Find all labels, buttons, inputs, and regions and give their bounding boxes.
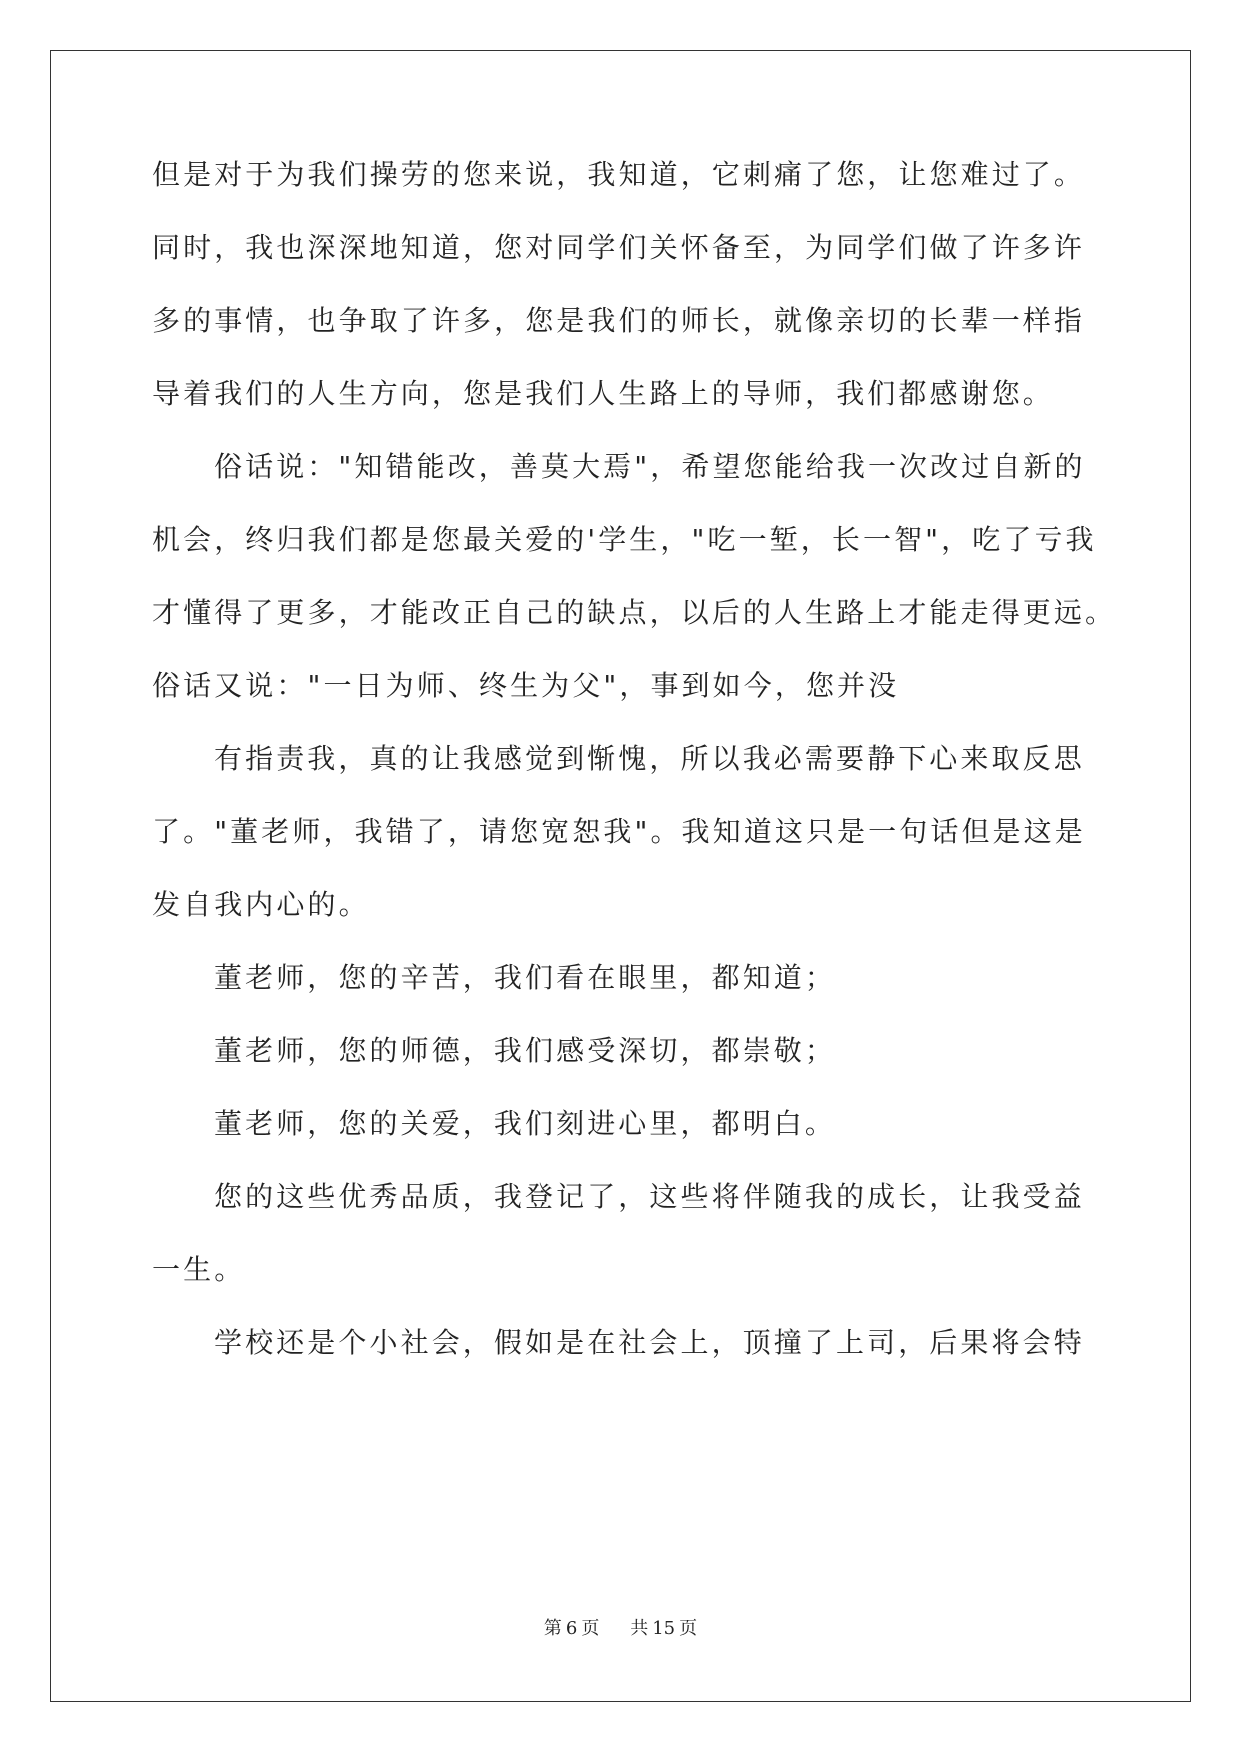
paragraph-line: 董老师，您的关爱，我们刻进心里，都明白。 [214, 1107, 837, 1140]
paragraph-line: 导着我们的人生方向，您是我们人生路上的导师，我们都感谢您。 [152, 377, 1054, 410]
page-prefix: 第 [543, 1618, 562, 1639]
total-pages-indicator [628, 1618, 699, 1639]
paragraph-line: 俗话说："知错能改，善莫大焉"，希望您能给我一次改过自新的 [214, 450, 1086, 483]
page-footer [0, 1614, 1241, 1640]
paragraph-line: 董老师，您的辛苦，我们看在眼里，都知道； [214, 961, 837, 994]
paragraph-line: 才懂得了更多，才能改正自己的缺点，以后的人生路上才能走得更远。 [152, 596, 1117, 629]
paragraph-line: 发自我内心的。 [152, 888, 370, 921]
paragraph-line: 多的事情，也争取了许多，您是我们的师长，就像亲切的长辈一样指 [152, 304, 1086, 337]
page-indicator [542, 1618, 601, 1639]
paragraph-line: 学校还是个小社会，假如是在社会上，顶撞了上司，后果将会特 [214, 1326, 1085, 1359]
total-suffix: 页 [679, 1618, 698, 1639]
total-prefix: 共 [630, 1618, 649, 1639]
paragraph-line: 董老师，您的师德，我们感受深切，都崇敬； [214, 1034, 837, 1067]
paragraph-line: 但是对于为我们操劳的您来说，我知道，它刺痛了您，让您难过了。 [152, 158, 1086, 191]
paragraph-line: 机会，终归我们都是您最关爱的'学生，"吃一堑，长一智"，吃了亏我 [152, 523, 1097, 556]
paragraph-line: 一生。 [152, 1253, 246, 1286]
paragraph-line: 了。"董老师，我错了，请您宽恕我"。我知道这只是一句话但是这是 [152, 815, 1086, 848]
paragraph-line: 俗话又说："一日为师、终生为父"，事到如今，您并没 [152, 669, 900, 702]
page-number: 6 [565, 1618, 578, 1639]
total-number: 15 [652, 1618, 676, 1639]
page-suffix: 页 [581, 1618, 600, 1639]
paragraph-line: 有指责我，真的让我感觉到惭愧，所以我必需要静下心来取反思 [214, 742, 1085, 775]
paragraph-line: 同时，我也深深地知道，您对同学们关怀备至，为同学们做了许多许 [152, 231, 1086, 264]
paragraph-line: 您的这些优秀品质，我登记了，这些将伴随我的成长，让我受益 [214, 1180, 1085, 1213]
page-border [50, 50, 1191, 1702]
